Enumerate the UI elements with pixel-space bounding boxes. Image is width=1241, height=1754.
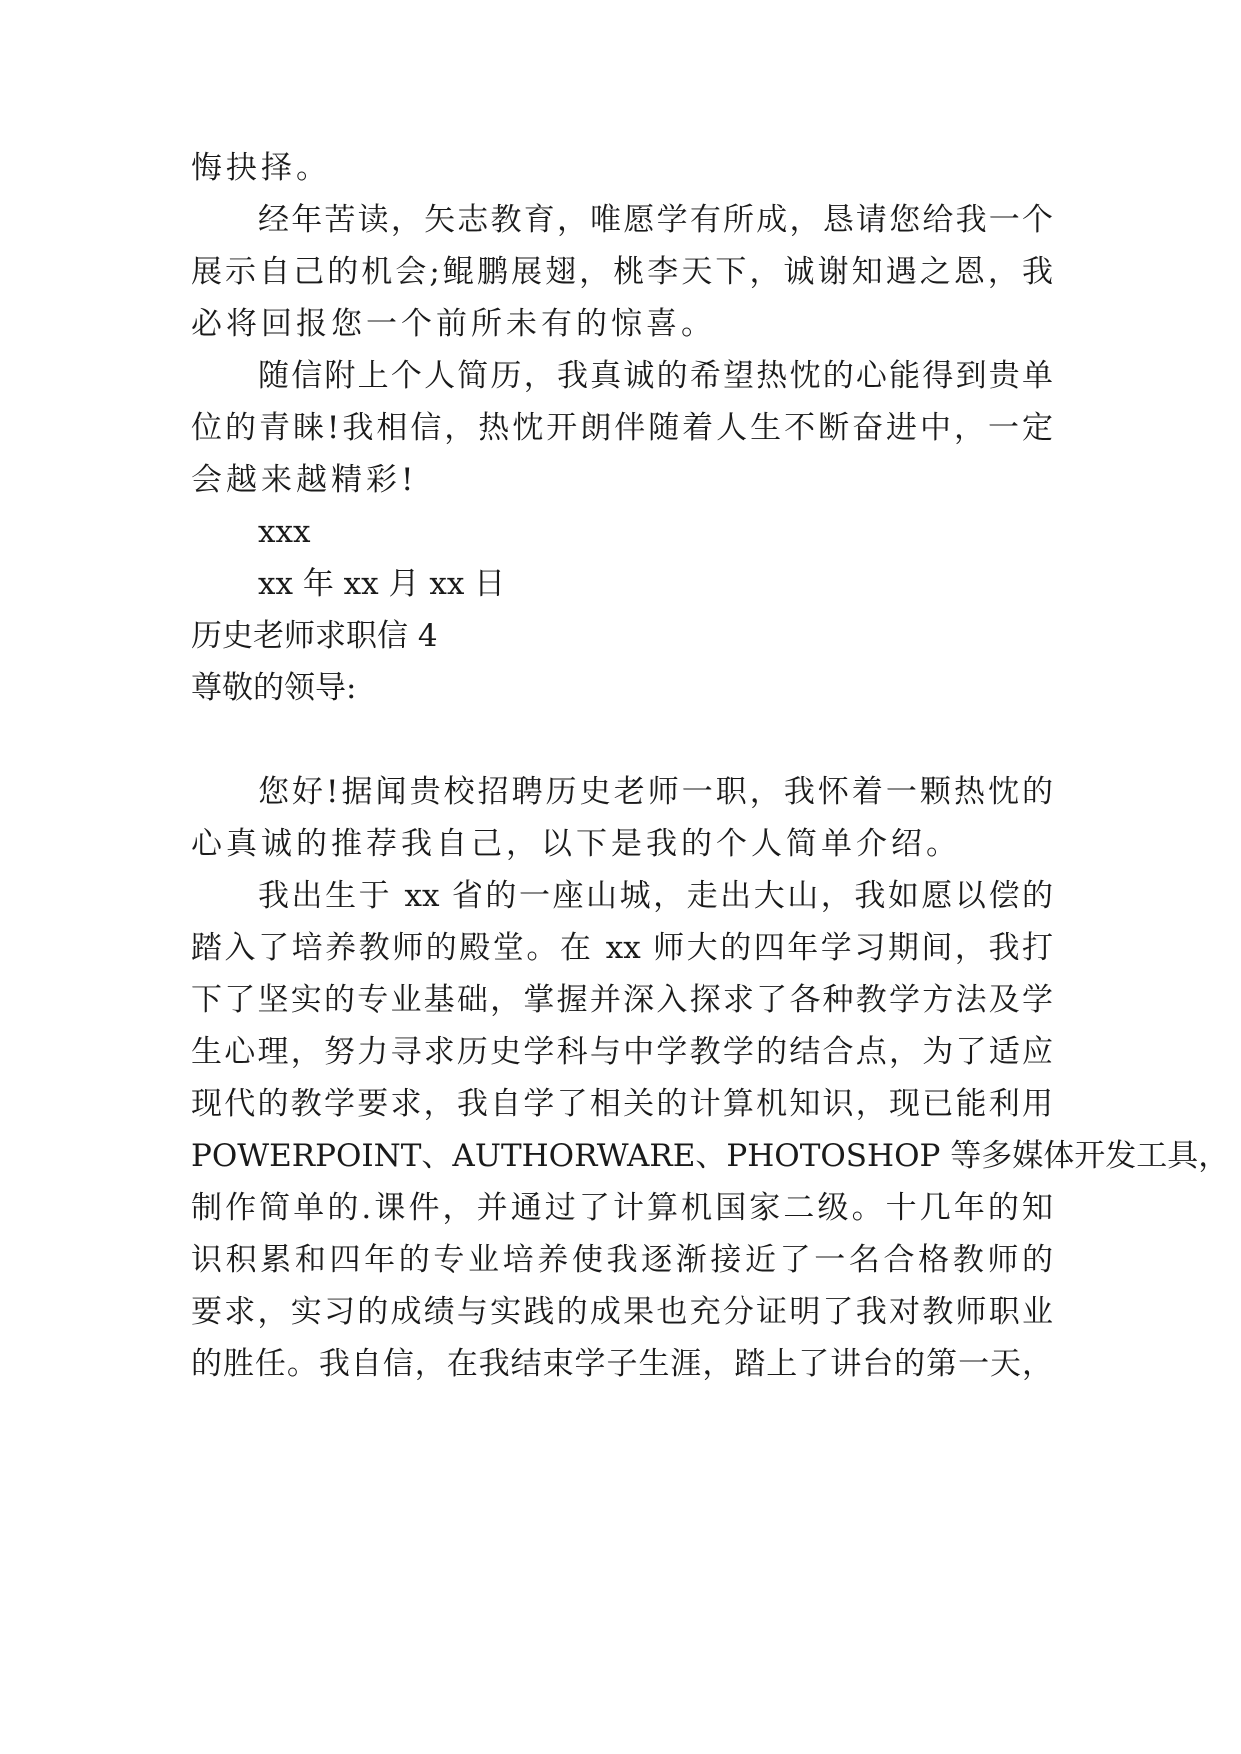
signature-date: xx 年 xx 月 xx 日 (258, 566, 506, 602)
section-title: 历史老师求职信 4 (191, 618, 438, 654)
paragraph-line: 经年苦读，矢志教育，唯愿学有所成，恳请您给我一个 (258, 202, 1053, 238)
paragraph-line: 制作简单的.课件，并通过了计算机国家二级。十几年的知 (191, 1190, 1053, 1226)
paragraph-line: 展示自己的机会;鲲鹏展翅，桃李天下，诚谢知遇之恩，我 (191, 254, 1053, 290)
paragraph-line: 生心理，努力寻求历史学科与中学教学的结合点，为了适应 (191, 1034, 1053, 1070)
paragraph-line: 下了坚实的专业基础，掌握并深入探求了各种教学方法及学 (191, 982, 1053, 1018)
paragraph-line: 悔抉择。 (191, 150, 331, 186)
paragraph-line: 的胜任。我自信，在我结束学子生涯，踏上了讲台的第一天， (191, 1346, 1053, 1382)
paragraph-line: 您好!据闻贵校招聘历史老师一职，我怀着一颗热忱的 (258, 774, 1053, 810)
salutation: 尊敬的领导: (191, 670, 357, 706)
paragraph-line: 随信附上个人简历，我真诚的希望热忱的心能得到贵单 (258, 358, 1053, 394)
paragraph-line: 位的青睐!我相信，热忱开朗伴随着人生不断奋进中，一定 (191, 410, 1053, 446)
paragraph-line: 会越来越精彩! (191, 462, 418, 498)
paragraph-line: 现代的教学要求，我自学了相关的计算机知识，现已能利用 (191, 1086, 1053, 1122)
paragraph-line: 识积累和四年的专业培养使我逐渐接近了一名合格教师的 (191, 1242, 1053, 1278)
paragraph-line: 要求，实习的成绩与实践的成果也充分证明了我对教师职业 (191, 1294, 1053, 1330)
paragraph-line: 必将回报您一个前所未有的惊喜。 (191, 306, 716, 342)
signature-name: xxx (258, 514, 311, 550)
paragraph-line: 心真诚的推荐我自己，以下是我的个人简单介绍。 (191, 826, 961, 862)
paragraph-line: 我出生于 xx 省的一座山城，走出大山，我如愿以偿的 (258, 878, 1053, 914)
paragraph-line: POWERPOINT、AUTHORWARE、PHOTOSHOP 等多媒体开发工具， (191, 1138, 1230, 1174)
paragraph-line: 踏入了培养教师的殿堂。在 xx 师大的四年学习期间，我打 (191, 930, 1053, 966)
